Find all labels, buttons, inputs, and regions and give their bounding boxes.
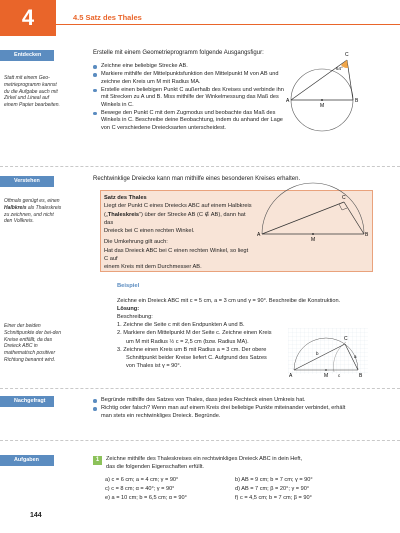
thales-figure [258,192,370,272]
point-b-label: B [365,232,369,238]
section-divider [0,440,400,441]
list-item: Richtig oder falsch? Wenn man auf einem Kreis drei beliebige Punkte miteinander verbindet, erhält man stets ein rechtwinkliges Dreieck. Begründe. [93,405,348,420]
verstehen-intro: Rechtwinklige Dreiecke kann man mithilfe eines besonderen Kreises erhalten. [93,176,301,182]
list-item: Begründe mithilfe des Satzes von Thales, dass jedes Rechteck einen Umkreis hat. [93,397,348,405]
bullet-icon [93,73,97,77]
solution-label: Lösung: [117,306,140,313]
task-item: b) AB = 9 cm; b = 7 cm; γ = 90° [235,477,313,483]
theorem-text: Satz des Thales Liegt der Punkt C eines Dreiecks ABC auf einem Halbkreis („Thaleskreis“) über der Strecke AB (C ∉ AB), dann hat das Dreieck bei C einen rechten Winkel. Die Umkehrung gilt auch: Hat das Dreieck ABC bei C einen rechten Winkel, so liegt C auf einem Kreis mit dem Durchmesser AB. [104,195,252,271]
entdecken-intro: Erstelle mit einem Geometrieprogramm folgende Ausgangsfigur: [93,50,264,56]
aufgaben-label: Aufgaben [0,455,54,466]
side-b-label: b [316,351,319,356]
point-m-label: M [311,237,316,243]
point-b-label: B [355,98,359,104]
header-rule [56,24,400,25]
bullet-icon [93,112,97,116]
construction-steps [117,321,277,370]
point-a-label: A [289,373,293,379]
chapter-number: 4 [21,5,35,31]
task-items [105,477,365,503]
task-number-badge: 1 [93,456,102,465]
task-item: d) AB = 7 cm; β = 20°; γ = 90° [235,486,310,493]
verstehen-side-note: Oftmals genügt es, einen Halbkreis als Thaleskreis zu zeichnen, und nicht den Vollkreis. [4,198,62,225]
task-item: c) c = 8 cm; α = 40°; γ = 90° [105,486,175,493]
list-item: Bewege den Punkt C mit dem Zugmodus und beobachte das Maß des Winkels in C. Beschreibe deine Beobachtung, indem du anhand der Lage von C verschiedene Dreiecksarten unterscheidest. [93,110,288,133]
side-a-label: a [354,354,357,359]
bullet-icon [93,407,97,411]
task-item: e) a = 10 cm; b = 6,5 cm; α = 90° [105,495,187,502]
midpoint-dot [325,369,327,371]
description-label: Beschreibung: [117,314,153,321]
side-c-label: c [338,373,341,378]
segment-ac [262,202,344,234]
midpoint-dot [321,99,323,101]
section-title: 4.5 Satz des Thales [73,13,142,22]
entdecken-label: Entdecken [0,50,54,61]
point-a-label: A [286,98,290,104]
list-item: Zeichne eine beliebige Strecke AB. [93,63,288,71]
point-m-label: M [320,103,325,109]
midpoint-dot [312,233,314,235]
bullet-icon [93,89,97,93]
task-item: a) c = 6 cm; a = 4 cm; γ = 90° [105,477,179,483]
page-number: 144 [30,512,42,519]
section-divider [0,388,400,389]
list-item: 3. Zeichne einen Kreis um B mit Radius a = 3 cm. Der obere Schnittpunkt beider Kreise liefert C. Aufgrund des Satzes von Thales ist γ = 90°. [117,346,267,369]
entdecken-side-note: Statt mit einem Geo-metrieprogramm kannst du die Aufgabe auch mit Zirkel und Lineal auf einem Papier bearbeiten. [4,75,60,108]
example-heading: Beispiel [117,283,140,289]
entdecken-bullet-list [93,63,288,133]
theorem-title: Satz des Thales [104,195,147,201]
list-item: 2. Markiere den Mittelpunkt M der Seite c. Zeichne einen Kreis um M mit Radius ½ c = 2,5 cm (bzw. Radius MA). [117,330,272,345]
verstehen-label: Verstehen [0,176,54,187]
point-c-label: C [342,195,346,201]
entdecken-figure [285,48,365,148]
point-b-label: B [359,373,363,379]
list-item: Markiere mithilfe der Mittelpunktsfunktion den Mittelpunkt M von AB und zeichne den Kreis um M mit Radius MA. [93,71,288,86]
segment-bc [344,202,364,234]
section-divider [0,166,400,167]
point-m-label: M [324,373,329,379]
segment-bc [347,60,353,100]
point-c-label: C [344,336,348,342]
task-instruction: Zeichne mithilfe des Thaleskreises ein rechtwinkliges Dreieck ABC in dein Heft, das die folgenden Eigenschaften erfüllt. [106,456,303,470]
bullet-icon [93,65,97,69]
nachgefragt-bullet-list [93,397,348,421]
point-c-label: C [345,52,349,58]
example-side-note: Einer der beiden Schnittpunkte der bei-den Kreise entfällt, da das Dreieck ABC in mathematisch positiver Richtung benannt wird. [4,323,61,363]
bullet-icon [93,399,97,403]
angle-label: 64° [336,66,343,71]
task-item: f) c = 4,5 cm; b = 7 cm; β = 90° [235,495,312,502]
chapter-number-box [0,0,56,36]
nachgefragt-label: Nachgefragt [0,396,54,407]
example-task: Zeichne ein Dreieck ABC mit c = 5 cm, a = 3 cm und γ = 90°. Beschreibe die Konstruktion. [117,298,341,304]
list-item: 1. Zeichne die Seite c mit den Endpunkten A und B. [117,322,245,329]
point-a-label: A [257,232,261,238]
example-figure [288,328,368,380]
list-item: Erstelle einen beliebigen Punkt C außerhalb des Kreises und verbinde ihn mit Strecken zu A und B. Miss mithilfe der Winkelmessung das Maß des Winkels in C. [93,87,288,110]
